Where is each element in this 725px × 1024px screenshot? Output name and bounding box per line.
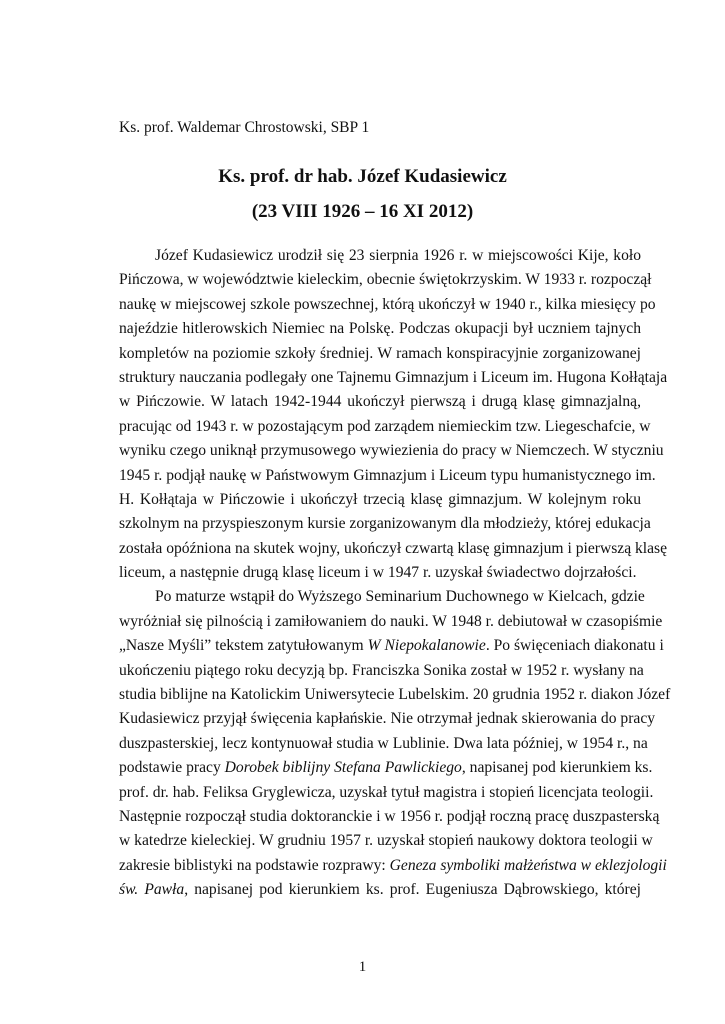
- text-segment: zakresie biblistyki na podstawie rozprawy:: [119, 856, 390, 874]
- text-line: [119, 537, 668, 561]
- text-line: [119, 756, 653, 780]
- page-number: 1: [358, 959, 367, 975]
- text-segment: została opóźniona na skutek wojny, ukończył czwartą klasę gimnazjum i pierwszą klasę: [119, 539, 668, 557]
- text-segment: naukę w miejscowej szkole powszechnej, którą ukończył w 1940 r., kilka miesięcy po: [119, 295, 656, 313]
- text-segment: pracując od 1943 r. w pozostającym pod zarządem niemieckim tzw. Liegeschafcie, w: [119, 417, 651, 435]
- text-segment: podstawie pracy: [119, 759, 225, 777]
- text-segment: prof. dr. hab. Feliksa Gryglewicza, uzyskał tytuł magistra i stopień licencjata teologii.: [119, 783, 654, 801]
- text-line: [119, 488, 641, 512]
- text-segment: szkolnym na przyspieszonym kursie zorganizowanym dla młodzieży, której edukacja: [119, 515, 651, 533]
- text-segment: H. Kołłątaja w Pińczowie i ukończył trzecią klasę gimnazjum. W kolejnym roku: [119, 490, 641, 508]
- text-line: [119, 610, 663, 634]
- text-segment: Kudasiewicz przyjął święcenia kapłańskie. Nie otrzymał jednak skierowania do pracy: [119, 710, 656, 728]
- text-segment: w Pińczowie. W latach 1942-1944 ukończył pierwszą i drugą klasę gimnazjalną,: [119, 393, 641, 411]
- text-line: [119, 366, 668, 390]
- italic-title-text: św. Pawła: [119, 881, 185, 899]
- text-segment: , napisanej pod kierunkiem ks. prof. Eugeniusza Dąbrowskiego, której: [184, 881, 641, 899]
- document-subtitle-dates: (23 VIII 1926 – 16 XI 2012): [251, 201, 474, 222]
- italic-title-text: W Niepokalanowie: [367, 637, 486, 655]
- text-line: [119, 561, 641, 585]
- text-segment: Józef Kudasiewicz urodził się 23 sierpnia 1926 r. w miejscowości Kije, koło: [155, 247, 641, 264]
- text-line: [119, 659, 644, 683]
- text-line: [119, 439, 664, 463]
- text-line: [119, 878, 641, 902]
- text-segment: Po maturze wstąpił do Wyższego Seminarium Duchownego w Kielcach, gdzie: [155, 588, 645, 606]
- text-segment: w katedrze kieleckiej. W grudniu 1957 r. uzyskał stopień naukowy doktora teologii w: [119, 832, 653, 850]
- text-line: [119, 390, 641, 414]
- text-segment: duszpasterskiej, lecz kontynuował studia w Lublinie. Dwa lata później, w 1954 r., na: [119, 734, 648, 752]
- text-segment: Pińczowa, w województwie kieleckim, obecnie świętokrzyskim. W 1933 r. rozpoczął: [119, 271, 652, 289]
- text-line: [119, 585, 645, 609]
- text-line: [119, 342, 641, 366]
- text-line: [119, 634, 664, 658]
- document-title: Ks. prof. dr hab. Józef Kudasiewicz: [218, 166, 507, 187]
- text-segment: kompletów na poziomie szkoły średniej. W ramach konspiracyjnie zorganizowanej: [119, 344, 641, 362]
- text-segment: ukończeniu piątego roku decyzją bp. Franciszka Sonika został w 1952 r. wysłany na: [119, 661, 644, 679]
- text-line: [119, 317, 641, 341]
- text-line: [119, 293, 656, 317]
- text-line: [119, 781, 654, 805]
- author-line: Ks. prof. Waldemar Chrostowski, SBP 1: [119, 119, 370, 136]
- text-line: [119, 683, 671, 707]
- italic-title-text: Geneza symboliki małżeństwa w eklezjologii: [389, 856, 667, 874]
- text-line: [119, 707, 656, 731]
- text-segment: wyróżniał się pilnością i zamiłowaniem do nauki. W 1948 r. debiutował w czasopiśmie: [119, 612, 663, 630]
- text-line: [119, 244, 641, 268]
- text-segment: liceum, a następnie drugą klasę liceum i w 1947 r. uzyskał świadectwo dojrzałości.: [119, 564, 637, 582]
- text-segment: . Po święceniach diakonatu i: [485, 637, 664, 655]
- body-text: [119, 244, 671, 903]
- text-line: [119, 268, 652, 292]
- text-line: [119, 732, 648, 756]
- italic-title-text: Dorobek biblijny Stefana Pawlickiego: [224, 759, 462, 777]
- text-line: [119, 464, 656, 488]
- text-line: [119, 415, 651, 439]
- text-segment: najeździe hitlerowskich Niemiec na Polskę. Podczas okupacji był uczniem tajnych: [119, 320, 641, 338]
- text-segment: , napisanej pod kierunkiem ks.: [461, 759, 653, 777]
- text-line: [119, 854, 667, 878]
- text-line: [119, 805, 660, 829]
- text-segment: „Nasze Myśli” tekstem zatytułowanym: [119, 637, 368, 655]
- text-line: [119, 829, 653, 853]
- text-segment: struktury nauczania podlegały one Tajnemu Gimnazjum i Liceum im. Hugona Kołłątaja: [119, 368, 668, 386]
- text-segment: Następnie rozpoczął studia doktoranckie i w 1956 r. podjął roczną pracę duszpasterską: [119, 807, 660, 825]
- text-segment: 1945 r. podjął naukę w Państwowym Gimnazjum i Liceum typu humanistycznego im.: [119, 466, 656, 484]
- text-segment: wyniku czego uniknął przymusowego wywiezienia do pracy w Niemczech. W styczniu: [119, 442, 664, 460]
- text-line: [119, 512, 651, 536]
- text-segment: studia biblijne na Katolickim Uniwersytecie Lubelskim. 20 grudnia 1952 r. diakon Józef: [119, 686, 671, 704]
